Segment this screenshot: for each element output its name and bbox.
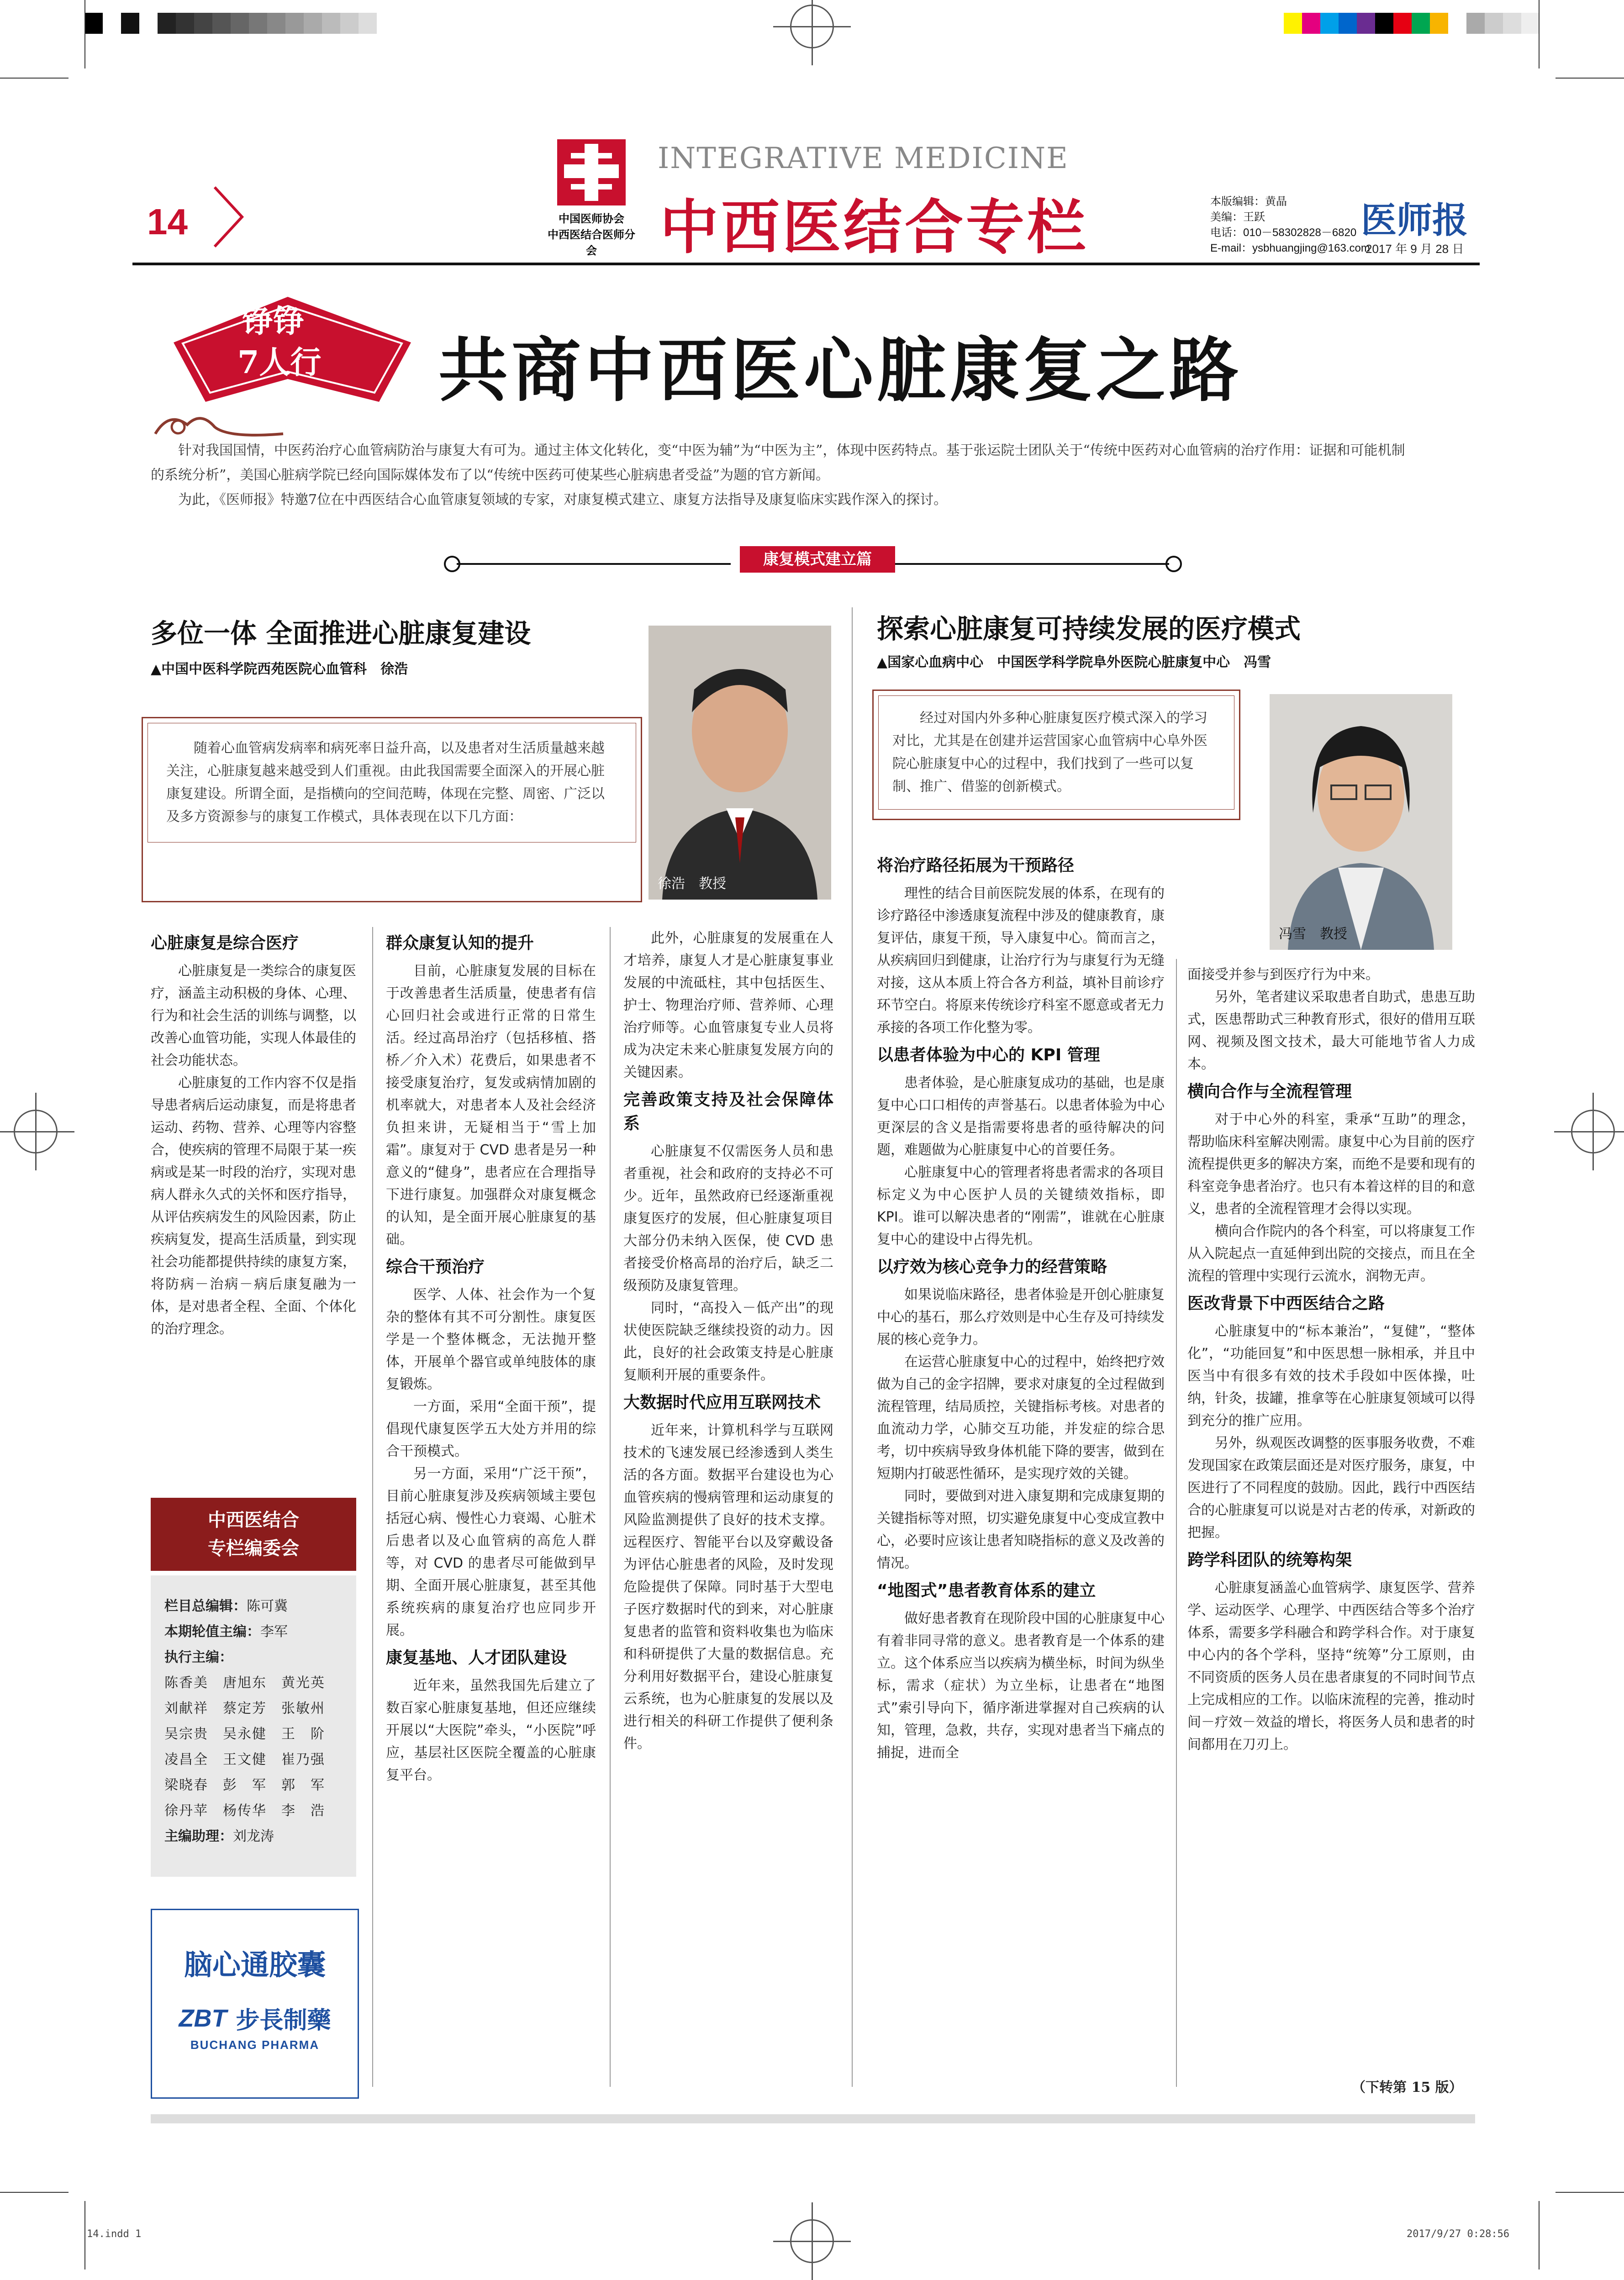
ad-company-en: BUCHANG PHARMA xyxy=(190,2038,320,2052)
subheading: 医改背景下中西医结合之路 xyxy=(1187,1294,1385,1313)
association-name: 中国医师协会 xyxy=(559,213,624,225)
subheading: 将治疗路径拓展为干预路径 xyxy=(877,856,1075,875)
ad-company-row xyxy=(152,2001,358,2035)
masthead-phone: 电话：010－58302828－6820 xyxy=(1210,226,1357,239)
exec-editor-label: 执行主编： xyxy=(164,1649,233,1665)
advertisement xyxy=(151,1909,359,2099)
paragraph: 做好患者教育在现阶段中国的心脏康复中心有着非同寻常的意义。患者教育是一个体系的建立。这个体系应当以疾病为横坐标，时间为纵坐标，需求（症状）为立坐标，让患者在“地图式”索引导向下，循序渐进掌握对自己疾病的认知，管理，急救，共存，实现对患者当下痛点的捕捉，进而全 xyxy=(877,1611,1165,1761)
subheading: 完善政策支持及社会保障体系 xyxy=(623,1090,833,1133)
editorial-board-list xyxy=(151,1575,356,1877)
crop-mark xyxy=(1539,0,1540,68)
section-label: 康复模式建立篇 xyxy=(740,546,895,573)
badge-line2: 7人行 xyxy=(237,344,322,381)
article-left-col2 xyxy=(386,927,596,1786)
crop-mark xyxy=(0,78,69,79)
chief-editor-row xyxy=(164,1594,347,1619)
paragraph: 另外，纵观医改调整的医事服务收费，不难发现国家在政策层面还是对医疗服务，康复，中医进行了不同程度的鼓励。因此，践行中西医结合的心脏康复可以说是对古老的传承，对新政的把握。 xyxy=(1187,1435,1475,1541)
subheading: 以患者体验为中心的 KPI 管理 xyxy=(877,1046,1100,1064)
author-photo-caption: 徐浩 教授 xyxy=(658,876,726,892)
editorial-board-title: 中西医结合 xyxy=(208,1510,299,1531)
paragraph: 同时，要做到对进入康复期和完成康复期的关键指标等对照，切实避免康复中心变成宣教中心，必要时应该让患者知晓指标的意义及改善的情况。 xyxy=(877,1488,1165,1571)
crop-mark xyxy=(84,0,85,68)
article-divider-rule xyxy=(852,607,853,2087)
article-right-quote xyxy=(872,690,1240,820)
paragraph: 近年来，计算机科学与互联网技术的飞速发展已经渗透到人类生活的各方面。数据平台建设也为心血管疾病的慢病管理和运动康复的风险监测提供了良好的技术支撑。远程医疗、智能平台以及穿戴设备为评估心脏患者的风险，及时发现危险提供了保障。同时基于大型电子医疗数据时代的到来，对心脏康复患者的监管和资料收集也为临床和科研提供了大量的数据信息。充分利用好数据平台，建设心脏康复云系统，也为心脏康复的发展以及进行相关的科研工作提供了便利条件。 xyxy=(623,1422,833,1752)
author-photo xyxy=(649,626,831,900)
paragraph: 同时，“高投入－低产出”的现状使医院缺乏继续投资的动力。因此，良好的社会政策支持是心脏康复顺利开展的重要条件。 xyxy=(623,1300,833,1383)
association-branch: 中西医结合医师分会 xyxy=(548,229,635,257)
main-headline: 共商中西医心脏康复之路 xyxy=(438,330,1242,411)
article-left-col1 xyxy=(151,927,356,1340)
intro-paragraph: 针对我国国情，中医药治疗心血管病防治与康复大有可为。通过主体文化转化，变“中医为辅”为“中医为主”，体现中医药特点。基于张运院士团队关于“传统中医药对心血管病的治疗作用：证据和可能机制的系统分析”，美国心脏病学院已经向国际媒体发布了以“传统中医药可使某些心脏病患者受益”为题的官方新闻。 xyxy=(151,442,1405,483)
rotating-editor-label: 本期轮值主编： xyxy=(164,1624,260,1640)
paragraph: 近年来，虽然我国先后建立了数百家心脏康复基地，但还应继续开展以“大医院”牵头，“小医院”呼应，基层社区医院全覆盖的心脏康复平台。 xyxy=(386,1678,596,1783)
paragraph: 另外，笔者建议采取患者自助式，患患互助式，医患帮助式三种教育形式，很好的借用互联网、视频及图文技术，最大可能地节省人力成本。 xyxy=(1187,989,1475,1072)
exec-editor-row: 徐丹苹 杨传华 李 浩 xyxy=(164,1803,325,1819)
chevron-right-icon xyxy=(210,183,247,251)
column-title-en: INTEGRATIVE MEDICINE xyxy=(658,142,1069,175)
paragraph: 另一方面，采用“广泛干预”，目前心脏康复涉及疾病领域主要包括冠心病、慢性心力衰竭、心脏术后患者以及心血管病的高危人群等，对 CVD 的患者尽可能做到早期、全面开展心脏康复，甚至其他系统疾病的康复治疗也应同步开展。 xyxy=(386,1466,596,1638)
column-rule xyxy=(610,927,611,2087)
assistant-editor-name: 刘龙涛 xyxy=(233,1828,274,1844)
subheading: “地图式”患者教育体系的建立 xyxy=(877,1581,1096,1600)
issue-date: 2017 年 9 月 28 日 xyxy=(1366,242,1464,256)
intro-text xyxy=(151,438,1411,512)
subheading: 综合干预治疗 xyxy=(386,1258,485,1276)
crop-mark xyxy=(1555,78,1624,79)
red-cross-logo-icon xyxy=(543,135,639,208)
print-slug-file: 14.indd 1 xyxy=(87,2228,142,2240)
article-left-quote xyxy=(142,717,642,902)
newspaper-brand: 医师报 xyxy=(1361,200,1468,241)
column-rule xyxy=(1176,959,1177,2087)
subheading: 以疗效为核心竞争力的经营策略 xyxy=(877,1258,1107,1276)
article-right-col2 xyxy=(1187,964,1475,1756)
paragraph: 医学、人体、社会作为一个复杂的整体有其不可分割性。康复医学是一个整体概念，无法抛开整体，开展单个器官或单纯肢体的康复锻炼。 xyxy=(386,1287,596,1392)
badge-line1: 铮铮 xyxy=(242,303,305,340)
subheading: 跨学科团队的统筹构架 xyxy=(1187,1551,1352,1569)
masthead-design: 美编：王跃 xyxy=(1210,211,1265,223)
paragraph: 心脏康复中的“标本兼治”，“复健”，“整体化”，“功能回复”和中医思想一脉相承，并且中医当中有很多有效的技术手段如中医体操，吐纳，针灸，拔罐，推拿等在心脏康复领域可以得到充分的推广应用。 xyxy=(1187,1323,1475,1429)
rotating-editor-name: 李军 xyxy=(260,1624,288,1640)
paragraph: 横向合作院内的各个科室，可以将康复工作从入院起点一直延伸到出院的交接点，而且在全流程的管理中实现行云流水，润物无声。 xyxy=(1187,1223,1475,1284)
paragraph: 一方面，采用“全面干预”，提倡现代康复医学五大处方并用的综合干预模式。 xyxy=(386,1399,596,1459)
exec-editor-row: 吴宗贵 吴永健 王 阶 xyxy=(164,1726,325,1742)
masthead-email: E-mail：ysbhuangjing@163.com xyxy=(1210,242,1370,254)
cloud-ornament-icon xyxy=(151,406,288,443)
paragraph: 在运营心脏康复中心的过程中，始终把疗效做为自己的金字招牌，要求对康复的全过程做到流程管理，结局质控，关键指标考核。对患者的血流动力学，心肺交互功能，并发症的综合思考，切中疾病导致身体机能下降的要害，做到在短期内打破恶性循环，是实现疗效的关键。 xyxy=(877,1354,1165,1482)
paragraph: 对于中心外的科室，秉承“互助”的理念，帮助临床科室解决刚需。康复中心为目前的医疗流程提供更多的解决方案，而绝不是要和现有的科室竞争患者治疗。也只有本着这样的目的和意义，患者的全流程管理才会得以实现。 xyxy=(1187,1111,1475,1217)
paragraph: 面接受并参与到医疗行为中来。 xyxy=(1187,967,1379,983)
rotating-editor-row xyxy=(164,1619,347,1645)
subheading: 心脏康复是综合医疗 xyxy=(151,934,299,953)
paragraph: 心脏康复的工作内容不仅是指导患者病后运动康复，而是将患者运动、药物、营养、心理等内容整合，使疾病的管理不局限于某一疾病或是某一时段的治疗，实现对患病人群永久式的关怀和医疗指导，从评估疾病发生的风险因素，防止疾病复发，提高生活质量，到实现社会功能都提供持续的康复方案，将防病－治病－病后康复融为一体，是对患者全程、全面、个体化的治疗理念。 xyxy=(151,1075,356,1337)
continued-note: （下转第 15 版） xyxy=(1352,2080,1463,2096)
exec-editor-row: 凌昌全 王文健 崔乃强 xyxy=(164,1752,325,1768)
paragraph: 如果说临床路径，患者体验是开创心脏康复中心的基石，那么疗效则是中心生存及可持续发展的核心竞争力。 xyxy=(877,1287,1165,1348)
footer-band xyxy=(151,2114,1475,2123)
paragraph: 心脏康复不仅需医务人员和患者重视，社会和政府的支持必不可少。近年，虽然政府已经逐渐重视康复医疗的发展，但心脏康复项目大部分仍未纳入医保，使 CVD 患者接受价格高昂的治疗后，缺乏二级预防及康复管理。 xyxy=(623,1143,833,1294)
registration-mark xyxy=(1571,1110,1615,1153)
subheading: 康复基地、人才团队建设 xyxy=(386,1648,567,1667)
article-right-byline: ▲国家心血病中心 中国医学科学院阜外医院心脏康复中心 冯雪 xyxy=(877,654,1271,670)
masthead-editor: 本版编辑：黄晶 xyxy=(1210,195,1287,208)
ad-company-name: 步長制藥 xyxy=(236,2007,331,2034)
header-rule xyxy=(132,263,1480,265)
paragraph: 目前，心脏康复发展的目标在于改善患者生活质量，使患者有信心回归社会或进行正常的日常生活。经过高昂治疗（包括移植、搭桥／介入术）花费后，如果患者不接受康复治疗，复发或病情加剧的机率就大，对患者本人及社会经济负担来讲，无疑相当于“雪上加霜”。康复对于 CVD 患者是另一种意义的“健身”，患者应在合理指导下进行康复。加强群众对康复概念的认知，是全面开展心脏康复的基础。 xyxy=(386,963,596,1248)
author-photo xyxy=(1270,694,1452,950)
intro-paragraph: 为此，《医师报》特邀7位在中西医结合心血管康复领域的专家，对康复模式建立、康复方法指导及康复临床实践作深入的探讨。 xyxy=(178,492,948,508)
portrait-image xyxy=(1270,694,1452,950)
subheading: 大数据时代应用互联网技术 xyxy=(623,1393,821,1412)
editorial-board-heading xyxy=(151,1498,356,1571)
portrait-image xyxy=(649,626,831,900)
column-rule xyxy=(372,927,373,2087)
chief-editor-label: 栏目总编辑： xyxy=(164,1598,247,1614)
exec-editor-row: 陈香美 唐旭东 黄光英 xyxy=(164,1675,325,1691)
crop-mark xyxy=(0,2192,69,2193)
editorial-board-subtitle: 专栏编委会 xyxy=(208,1538,299,1559)
author-photo-caption: 冯雪 教授 xyxy=(1279,926,1347,942)
paragraph: 心脏康复中心的管理者将患者需求的各项目标定义为中心医护人员的关键绩效指标，即 KPI。谁可以解决患者的“刚需”，谁就在心脏康复中心的建设中占得先机。 xyxy=(877,1164,1165,1248)
chief-editor-name: 陈可冀 xyxy=(247,1598,288,1614)
subheading: 群众康复认知的提升 xyxy=(386,934,534,953)
quote-text: 经过对国内外多种心脏康复医疗模式深入的学习对比，尤其是在创建并运营国家心血管病中心阜外医院心脏康复中心的过程中，我们找到了一些可以复制、推广、借鉴的创新模式。 xyxy=(878,695,1234,810)
ad-logo-mark: ZBT xyxy=(179,2004,227,2032)
paragraph: 此外，心脏康复的发展重在人才培养，康复人才是心脏康复事业发展的中流砥柱，其中包括医生、护士、物理治疗师、营养师、心理治疗师等。心血管康复专业人员将成为决定未来心脏康复发展方向的关键因素。 xyxy=(623,930,833,1080)
registration-mark xyxy=(14,1110,58,1153)
crop-mark xyxy=(1555,2192,1624,2193)
assistant-editor-row xyxy=(164,1824,347,1849)
quote-text: 随着心血管病发病率和病死率日益升高，以及患者对生活质量越来越关注，心脏康复越来越受到人们重视。由此我国需要全面深入的开展心脏康复建设。所谓全面，是指横向的空间范畴，体现在完整、周密、广泛以及多方资源参与的康复工作模式，具体表现在以下几方面： xyxy=(148,723,636,842)
article-left-byline: ▲中国中医科学院西苑医院心血管科 徐浩 xyxy=(151,661,408,677)
crop-mark xyxy=(1539,2201,1540,2269)
registration-mark xyxy=(790,2219,834,2263)
paragraph: 心脏康复涵盖心血管病学、康复医学、营养学、运动医学、心理学、中西医结合等多个治疗体系，需要多学科融合和跨学科合作。对于康复中心内的各个学科，坚持“统筹”分工原则，由不同资质的医务人员在患者康复的不同时间节点上完成相应的工作。以临床流程的完善，推动时间－疗效－效益的增长，将医务人员和患者的时间都用在刀刃上。 xyxy=(1187,1580,1475,1753)
registration-mark xyxy=(790,5,834,48)
association-logo xyxy=(543,135,639,257)
subheading: 横向合作与全流程管理 xyxy=(1187,1082,1352,1101)
page-number: 14 xyxy=(147,201,188,242)
assistant-editor-label: 主编助理： xyxy=(164,1828,233,1844)
masthead-info xyxy=(1210,194,1370,256)
exec-editor-row: 梁晓春 彭 军 郭 军 xyxy=(164,1777,325,1793)
article-right-title: 探索心脏康复可持续发展的医疗模式 xyxy=(877,613,1301,644)
ad-product-name: 脑心通胶囊 xyxy=(184,1948,326,1981)
exec-editor-row: 刘献祥 蔡定芳 张敏州 xyxy=(164,1701,325,1717)
print-slug-timestamp: 2017/9/27 0:28:56 xyxy=(1407,2228,1510,2240)
paragraph: 理性的结合目前医院发展的体系，在现有的诊疗路径中渗透康复流程中涉及的健康教育，康复评估，康复干预，导入康复中心。简而言之，从疾病回归到健康，让治疗行为与康复行为无缝对接，这从本质上符合各方利益，填补目前诊疗环节空白。将原来传统诊疗科室不愿意或者无力承接的各项工作化整为零。 xyxy=(877,885,1165,1036)
article-right-col1 xyxy=(877,849,1165,1764)
crop-mark xyxy=(84,2201,85,2269)
grayscale-calibration-bar xyxy=(84,13,377,34)
article-left-col3 xyxy=(623,927,833,1755)
color-calibration-bar xyxy=(1284,13,1540,34)
column-title-cn: 中西医结合专栏 xyxy=(660,194,1089,262)
paragraph: 患者体验，是心脏康复成功的基础，也是康复中心口口相传的声誉基石。以患者体验为中心更深层的含义是指需要将患者的亟待解决的问题，难题做为心脏康复中心的首要任务。 xyxy=(877,1075,1165,1158)
article-left-title: 多位一体 全面推进心脏康复建设 xyxy=(151,618,531,649)
paragraph: 心脏康复是一类综合的康复医疗，涵盖主动积极的身体、心理、行为和社会生活的训练与调整，以改善心血管功能，实现人体最佳的社会功能状态。 xyxy=(151,963,356,1069)
